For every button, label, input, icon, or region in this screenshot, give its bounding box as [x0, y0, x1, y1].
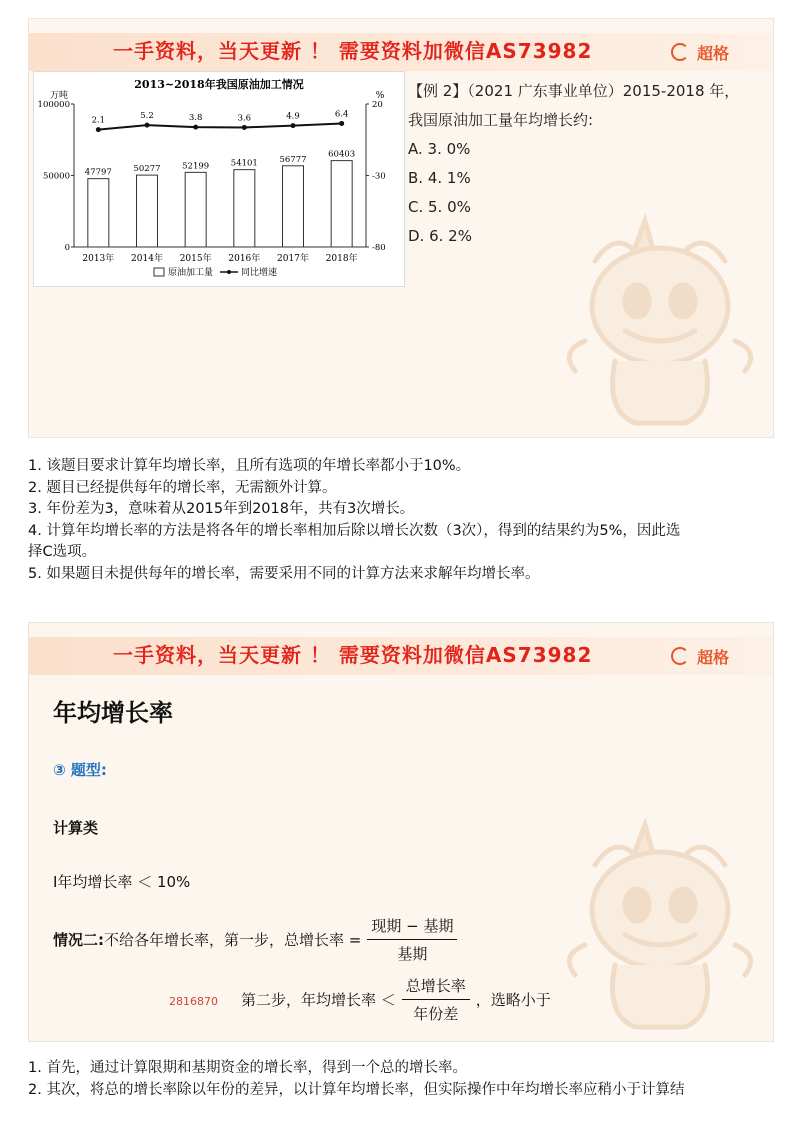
growth-rate-label: 3.6: [237, 113, 252, 124]
bar-value-label: 50277: [133, 164, 161, 175]
promo-banner: [29, 33, 773, 71]
brand-name: 超格: [696, 44, 729, 63]
option-a: A. 3. 0%: [408, 140, 471, 158]
bar-value-label: 47797: [84, 167, 112, 178]
growth-rate-point: [242, 125, 247, 130]
banner-text: 一手资料，当天更新 ！ 需要资料加微信AS73982: [113, 643, 593, 667]
note-line: 2. 其次，将总的增长率除以年份的差异，以计算年均增长率，但实际操作中年均增长率应稍小于计算结: [28, 1081, 685, 1098]
formula-step-1: [53, 915, 463, 964]
legend-line-label: 同比增速: [241, 268, 278, 278]
brand-name: 超格: [696, 648, 729, 667]
promo-banner: [29, 637, 773, 675]
y-tick-right: -30: [372, 171, 386, 182]
option-d: D. 6. 2%: [408, 227, 472, 245]
growth-rate-point: [96, 127, 101, 132]
y-axis-right-unit: %: [375, 91, 385, 101]
fraction-numerator: 现期 − 基期: [367, 915, 457, 940]
legend-line-point: [227, 270, 231, 274]
oil-processing-chart: [33, 71, 405, 287]
chart-svg: [34, 72, 404, 286]
slide-1: [28, 18, 774, 438]
note-line: 择C选项。: [28, 544, 97, 560]
growth-rate-point: [291, 123, 296, 128]
x-tick-label: 2013年: [82, 254, 115, 264]
brand-logo: [671, 41, 729, 64]
y-tick-right: -80: [372, 243, 386, 253]
note-line: 1. 首先，通过计算限期和基期资金的增长率，得到一个总的增长率。: [28, 1060, 467, 1076]
brand-logo: [671, 645, 729, 668]
brand-g-icon: [671, 43, 689, 61]
legend-bar-label: 原油加工量: [168, 268, 214, 278]
growth-rate-label: 5.2: [140, 111, 154, 122]
bar: [283, 166, 304, 247]
explanation-notes-1: [28, 456, 772, 585]
step2-text: 第二步，年均增长率 ＜: [241, 991, 396, 1009]
bar-value-label: 52199: [182, 161, 210, 172]
bar-value-label: 60403: [328, 149, 356, 160]
question-body: 我国原油加工量年均增长约:: [408, 111, 594, 129]
x-tick-label: 2015年: [179, 254, 212, 264]
growth-rate-label: 6.4: [334, 109, 349, 120]
brand-g-icon: [671, 647, 689, 665]
unicorn-mascot-icon: [555, 805, 765, 1035]
fraction-denominator: 基期: [397, 945, 428, 963]
option-c: C. 5. 0%: [408, 198, 471, 216]
chart-title: 2013~2018年我国原油加工情况: [134, 78, 304, 91]
bar: [137, 175, 158, 247]
slide-2: [28, 622, 774, 1042]
page-title: 年均增长率: [53, 699, 173, 727]
y-tick-left: 50000: [42, 171, 70, 182]
bar-value-label: 56777: [279, 154, 307, 165]
note-line: 3. 年份差为3，意味着从2015年到2018年，共有3次增长。: [28, 501, 415, 517]
option-b: B. 4. 1%: [408, 169, 471, 187]
step2-tail: ，选略小于: [475, 991, 551, 1009]
condition-text: Ⅰ年均增长率 ＜ 10%: [53, 873, 191, 891]
note-line: 5. 如果题目未提供每年的增长率，需要采用不同的计算方法来求解年均增长率。: [28, 565, 540, 582]
legend-bar-swatch: [154, 268, 164, 276]
bar: [234, 170, 255, 247]
bar-value-label: 54101: [230, 158, 258, 169]
fraction-total-growth: [367, 915, 457, 964]
note-line: 1. 该题目要求计算年均增长率，且所有选项的年增长率都小于10%。: [28, 458, 471, 474]
note-line: 2. 题目已经提供每年的增长率，无需额外计算。: [28, 479, 337, 496]
x-tick-label: 2014年: [131, 254, 163, 264]
bar: [185, 172, 206, 247]
section-subtitle: ③ 题型:: [53, 761, 107, 779]
x-tick-label: 2016年: [228, 254, 261, 264]
y-tick-left: 100000: [37, 100, 70, 110]
growth-rate-line: [98, 123, 341, 129]
x-tick-label: 2017年: [277, 254, 309, 264]
question-head: 【例 2】（2021 广东事业单位）2015-2018 年，: [408, 82, 740, 100]
growth-rate-point: [193, 125, 198, 130]
explanation-notes-2: [28, 1058, 772, 1101]
note-line: 4. 计算年均增长率的方法是将各年的增长率相加后除以增长次数（3次），得到的结果约为5%，因此选: [28, 522, 681, 539]
growth-rate-point: [145, 123, 150, 128]
growth-rate-label: 4.9: [286, 111, 300, 122]
step1-text: 不给各年增长率，第一步，总增长率 =: [104, 931, 362, 949]
bar: [331, 161, 352, 247]
bar: [88, 179, 109, 247]
fraction-numerator: 总增长率: [402, 975, 470, 1000]
y-tick-left: 0: [64, 243, 70, 253]
question-block: [408, 77, 739, 251]
formula-step-2: [241, 975, 551, 1024]
fraction-denominator: 年份差: [413, 1005, 459, 1023]
x-tick-label: 2018年: [325, 254, 358, 264]
y-tick-right: 20: [372, 100, 383, 110]
growth-rate-point: [339, 121, 344, 126]
banner-text: 一手资料，当天更新 ！ 需要资料加微信AS73982: [113, 39, 593, 63]
fraction-annual-growth: [402, 975, 470, 1024]
growth-rate-label: 3.8: [188, 113, 203, 124]
watermark-number: 2816870: [169, 995, 218, 1008]
category-label: 计算类: [53, 819, 99, 837]
y-axis-left-unit: 万吨: [49, 91, 68, 101]
case-label: 情况二:: [53, 931, 104, 949]
growth-rate-label: 2.1: [91, 115, 106, 126]
